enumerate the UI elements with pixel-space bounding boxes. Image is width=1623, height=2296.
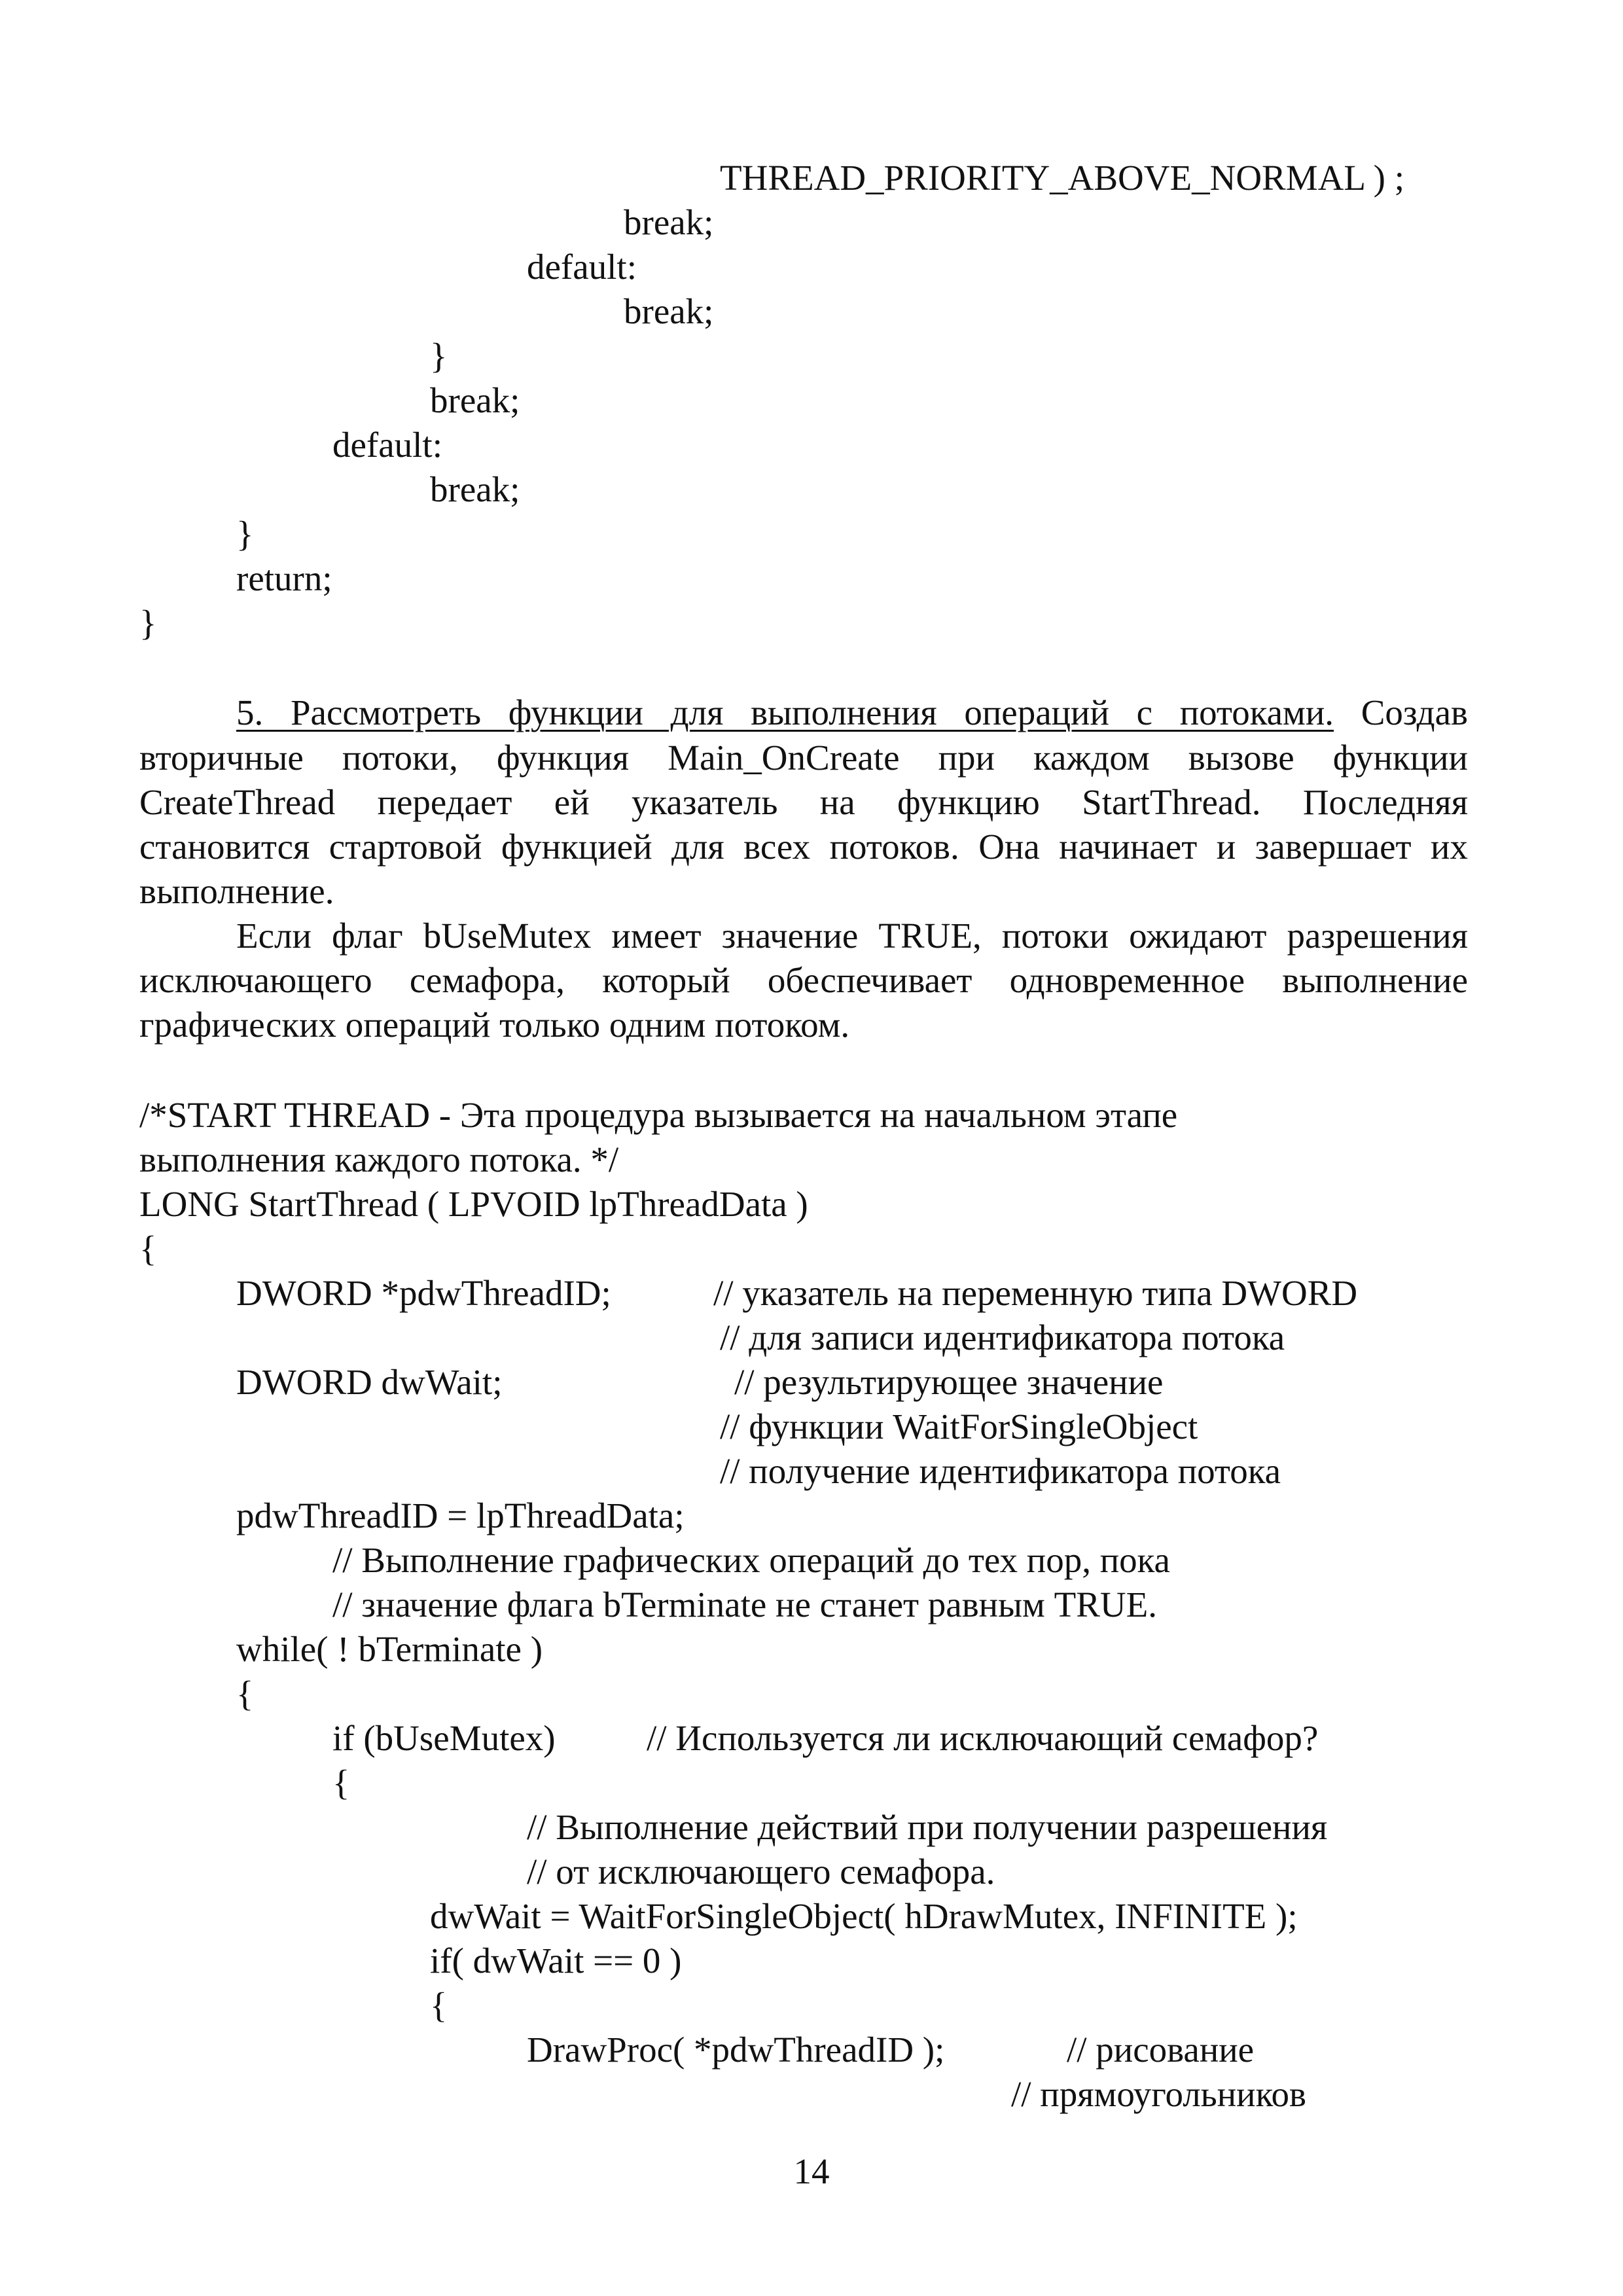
code-line: { bbox=[430, 1985, 448, 2025]
code-line: { bbox=[139, 1229, 157, 1268]
code-comment: // Используется ли исключающий семафор? bbox=[647, 1718, 1319, 1758]
code-line: } bbox=[430, 336, 448, 376]
code-comment: // рисование bbox=[1067, 2030, 1255, 2070]
code-line: return; bbox=[236, 558, 332, 598]
code-comment: // результирующее значение bbox=[734, 1362, 1164, 1402]
paragraph-line: выполнение. bbox=[139, 871, 334, 911]
code-line: { bbox=[332, 1763, 350, 1803]
code-line: break; bbox=[624, 291, 714, 331]
code-line: THREAD_PRIORITY_ABOVE_NORMAL ) ; bbox=[720, 158, 1404, 198]
code-line: break; bbox=[430, 380, 520, 420]
code-comment: // Выполнение действий при получении разрешения bbox=[527, 1807, 1328, 1847]
paragraph-line: становится стартовой функцией для всех потоков. Она начинает и завершает их bbox=[139, 827, 1468, 867]
code-line: default: bbox=[332, 425, 442, 465]
code-line: DWORD dwWait; bbox=[236, 1362, 503, 1402]
code-line: { bbox=[236, 1674, 254, 1713]
code-line: default: bbox=[527, 247, 637, 287]
page-number: 14 bbox=[793, 2151, 830, 2191]
code-line: DWORD *pdwThreadID; bbox=[236, 1273, 611, 1313]
paragraph-line: 5. Рассмотреть функции для выполнения операций с потоками. Создав bbox=[236, 692, 1468, 732]
code-comment: // функции WaitForSingleObject bbox=[720, 1407, 1198, 1446]
paragraph-line: графических операций только одним потоком. bbox=[139, 1005, 850, 1045]
code-line: } bbox=[139, 603, 157, 643]
code-comment: // прямоугольников bbox=[1011, 2074, 1307, 2114]
code-line: while( ! bTerminate ) bbox=[236, 1629, 543, 1669]
code-comment: // указатель на переменную типа DWORD bbox=[713, 1273, 1358, 1313]
code-line: if (bUseMutex) bbox=[332, 1718, 556, 1758]
code-comment: /*START THREAD - Эта процедура вызывается на начальном этапе bbox=[139, 1095, 1178, 1135]
paragraph-line: вторичные потоки, функция Main_OnCreate при каждом вызове функции bbox=[139, 738, 1468, 778]
code-comment: выполнения каждого потока. */ bbox=[139, 1139, 619, 1179]
code-line: DrawProc( *pdwThreadID ); bbox=[527, 2030, 945, 2070]
code-comment: // Выполнение графических операций до тех пор, пока bbox=[332, 1540, 1170, 1580]
code-line: if( dwWait == 0 ) bbox=[430, 1941, 682, 1981]
code-line: } bbox=[236, 514, 254, 554]
code-comment: // от исключающего семафора. bbox=[527, 1852, 995, 1892]
code-comment: // значение флага bTerminate не станет равным TRUE. bbox=[332, 1585, 1157, 1624]
code-line: break; bbox=[430, 469, 520, 509]
code-comment: // для записи идентификатора потока bbox=[720, 1318, 1285, 1357]
code-line: break; bbox=[624, 202, 714, 242]
section-heading: 5. Рассмотреть функции для выполнения операций с потоками. bbox=[236, 692, 1334, 732]
paragraph-line: CreateThread передает ей указатель на функцию StartThread. Последняя bbox=[139, 782, 1468, 822]
code-line: dwWait = WaitForSingleObject( hDrawMutex, INFINITE ); bbox=[430, 1896, 1298, 1936]
paragraph-line: исключающего семафора, который обеспечивает одновременное выполнение bbox=[139, 960, 1468, 1000]
paragraph-line: Если флаг bUseMutex имеет значение TRUE, потоки ожидают разрешения bbox=[236, 916, 1468, 956]
code-line: pdwThreadID = lpThreadData; bbox=[236, 1496, 685, 1535]
code-line: LONG StartThread ( LPVOID lpThreadData ) bbox=[139, 1184, 808, 1224]
code-comment: // получение идентификатора потока bbox=[720, 1451, 1281, 1491]
